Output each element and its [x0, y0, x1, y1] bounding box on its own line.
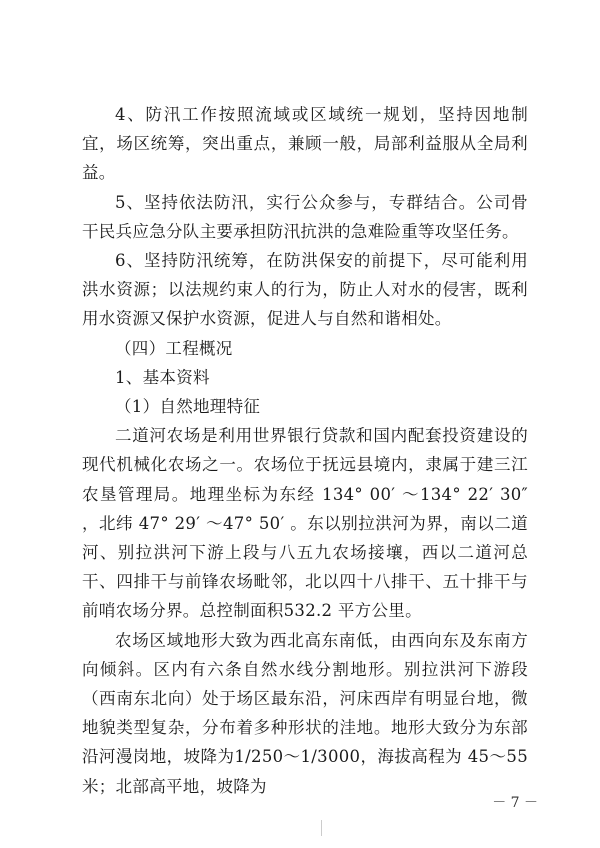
section-heading-engineering-overview: （四）工程概况: [115, 338, 233, 358]
body-text: [82, 100, 528, 801]
paragraph-item-6: 6、坚持防汛统筹，在防洪保安的前提下，尽可能利用洪水资源；以法规约束人的行为，防止人对水的侵害，既利用水资源又保护水资源，促进人与自然和谐相处。: [82, 251, 528, 329]
paragraph-item-4: 4、防汛工作按照流域或区域统一规划，坚持因地制宜，场区统筹，突出重点，兼顾一般，局部利益服从全局利益。: [82, 105, 528, 183]
page-number: － 7 －: [492, 795, 538, 811]
subsection-heading-basic-data: 1、基本资料: [115, 367, 210, 387]
paragraph-farm-location: 二道河农场是利用世界银行贷款和国内配套投资建设的现代机械化农场之一。农场位于抚远县境内，隶属于建三江农垦管理局。地理坐标为东经 134° 00′ ～134° 22′ 30″ ，北纬 47° 29′ ～47° 50′ 。东以别拉洪河为界，南以二道河、别拉洪河下游上段与八五九农场接壤，西以二道河总干、四排干与前锋农场毗邻，北以四十八排干、五十排干与前哨农场分界。总控制面积532.2 平方公里。: [82, 426, 528, 621]
paragraph-terrain: 农场区域地形大致为西北高东南低，由西向东及东南方向倾斜。区内有六条自然水线分割地形。别拉洪河下游段（西南东北向）处于场区最东沿，河床西岸有明显台地，微地貌类型复杂，分布着多种形状的洼地。地形大致分为东部沿河漫岗地，坡降为1/250～1/3000，海拔高程为 45～55 米；北部高平地，坡降为: [82, 630, 528, 796]
subsection-heading-natural-geography: （1）自然地理特征: [115, 397, 261, 417]
binding-mark: [321, 820, 322, 836]
paragraph-item-5: 5、坚持依法防汛，实行公众参与，专群结合。公司骨干民兵应急分队主要承担防汛抗洪的急难险重等攻坚任务。: [82, 192, 528, 241]
